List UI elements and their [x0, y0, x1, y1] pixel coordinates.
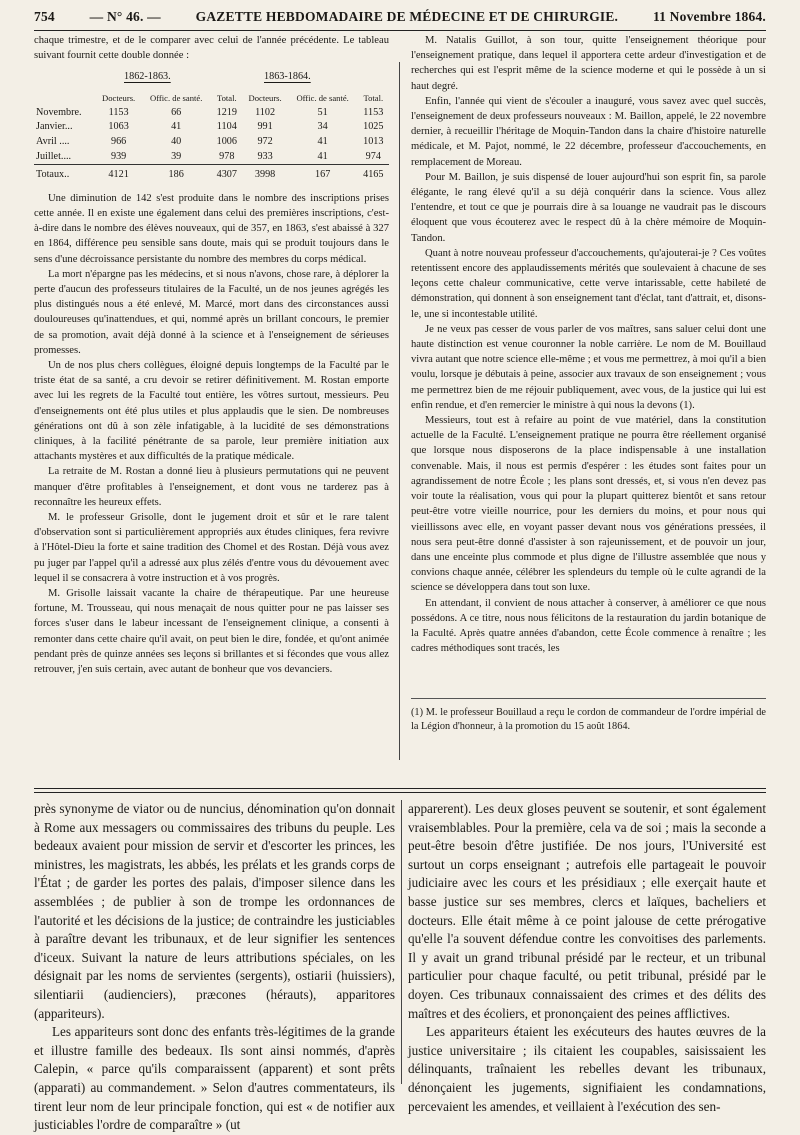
column-divider [399, 62, 400, 760]
table-cell: 34 [317, 121, 328, 133]
page-header [34, 6, 766, 28]
paragraph: Enfin, l'année qui vient de s'écouler a inauguré, vous savez avec quel succès, l'enseignement de deux professeurs nouveaux : M. Baillon, appelé, le 22 novembre dernier, à recueillir l'héritage de Moquin-Tandon dans la chaire d'histoire naturelle médicale, et M. Pajot, nommé, le 22 décembre, professeur d'accouchements, en remplacement de Moreau. [411, 95, 766, 168]
table-cell: 1025 [363, 121, 384, 133]
table-cell: 966 [110, 136, 127, 147]
intro-paragraph: chaque trimestre, et de le comparer avec celui de l'année précédente. Le tableau suivant fournit cette double donnée : [34, 35, 389, 62]
paragraph: En attendant, il convient de nous attacher à conserver, à améliorer ce que nous possédons. A ce titre, nous nous félicitons de la restauration du jardin botanique de la Faculté. Après quatre années d'abandon, cette École commence à renaître ; les cadres méthodiques sont tracés, les [411, 597, 766, 655]
enrollment-table [34, 91, 389, 183]
lower-right-column [408, 800, 766, 1116]
table-cell: 1219 [216, 106, 237, 118]
header-cell: Total. [216, 92, 237, 103]
footnote-rule [411, 698, 766, 699]
table-cell: 1153 [363, 106, 384, 118]
table-years [34, 69, 389, 84]
table-cell: 1063 [108, 121, 129, 133]
table-cell: 66 [171, 106, 182, 118]
paragraph: M. le professeur Grisolle, dont le jugement droit et sûr et le rare talent d'observation sont si particulièrement appropriés aux études cliniques, fera revivre à l'Hôtel-Dieu la forte et saine tradition des Chomel et des Rostan. Déjà vous avez pu juger par l'appel qu'il a adressé aux plus zélés d'entre vous du dévouement avec lequel il se consacrera à votre instruction et à vos progrès. [34, 512, 389, 584]
paragraph: Un de nos plus chers collègues, éloigné depuis longtemps de la Faculté par le triste état de sa santé, a cru devoir se retirer définitivement. M. Rostan emporte avec lui les regrets de la Faculté tout entière, les vôtres surtout, messieurs. Peu d'enseignements ont été plus utiles et plus applaudis que le sien. De nombreuses générations ont dû à son zèle infatigable, à la lucidité de ses démonstrations cliniques, à la facilité pénétrante de sa parole, leur première initiation aux attachants mystères et aux difficultés de la pratique médicale. [34, 360, 389, 463]
table-cell: 1104 [216, 121, 237, 133]
header-cell: Offic. de santé. [150, 92, 203, 103]
paragraph: La retraite de M. Rostan a donné lieu à plusieurs permutations qui ne peuvent manquer d'être profitables à l'enseignement, et dont vous ne tarderez pas à reconnaître les heureux effets. [34, 466, 389, 508]
table-row [34, 106, 389, 121]
issue-date: 11 Novembre 1864. [652, 9, 766, 24]
table-row [34, 135, 389, 150]
table-cell: 41 [317, 150, 328, 162]
paragraph: Les appariteurs étaient les exécuteurs des hautes œuvres de la justice universitaire ; ils citaient les coupables, saisissaient les délinquants, traînaient les rebelles devant les tribunaux, dénonçaient les jugements, signifiaient les condamnations, percevaient les amendes, et veillaient à l'exécution des sen- [408, 1024, 766, 1114]
row-label: Novembre. [36, 106, 82, 118]
table-cell: 1102 [255, 106, 276, 118]
header-cell [34, 91, 96, 106]
issue-number: — N° 46. — [89, 9, 161, 24]
paragraph: Quant à notre nouveau professeur d'accouchements, qu'ajouterai-je ? Ces voûtes retentissent encore des applaudissements mérités que soulevaient à chacune de ses leçons cette chaleur communicative, cette verve intarissable, cette habileté de démonstration, qui donnent à son enseignement tant d'éclat, tant d'attrait, et, disons-le, une si incontestable utilité. [411, 247, 766, 320]
table-cell: 1013 [363, 136, 384, 147]
table-cell: 39 [171, 150, 182, 162]
table-cell: 41 [171, 121, 182, 133]
table-cell: 972 [257, 136, 273, 147]
table-cell: 939 [110, 150, 127, 162]
table-cell: 978 [219, 150, 235, 162]
lower-left-column [34, 800, 395, 1135]
upper-right-column [411, 33, 766, 656]
table-total-row [34, 165, 389, 183]
section-rule-top [34, 788, 766, 789]
upper-left-column [34, 33, 389, 677]
table-row [34, 150, 389, 165]
row-label: Totaux.. [34, 165, 96, 183]
table-header-row [34, 91, 389, 106]
page-number: 754 [34, 9, 55, 24]
lower-column-divider [401, 800, 402, 1084]
footnote: (1) M. le professeur Bouillaud a reçu le cordon de commandeur de l'ordre impérial de la Légion d'honneur, à la promotion du 15 août 1864. [411, 707, 766, 733]
table-cell: 186 [141, 165, 211, 183]
journal-title: GAZETTE HEBDOMADAIRE DE MÉDECINE ET DE CHIRURGIE. [195, 9, 619, 24]
table-cell: 4121 [96, 165, 141, 183]
paragraph: Pour M. Baillon, je suis dispensé de louer aujourd'hui son esprit fin, sa parole élégante, le rang élevé qu'il a su déjà conquérir dans la science. Vous allez l'entendre, et tout ce que je pourrais dire à sa louange ne vaudrait pas le discours éloquent que vous écouterez avec le respect dû à la chère mémoire de Moquin-Tandon. [411, 171, 766, 244]
paragraph: M. Natalis Guillot, à son tour, quitte l'enseignement théorique pour l'enseignement pratique, dans lequel il apportera cette ardeur d'investigation et de recherches qui est l'esprit même de la science moderne et qui le possède à un si haut degré. [411, 35, 766, 92]
row-label: Janvier... [36, 121, 73, 133]
paragraph: Je ne veux pas cesser de vous parler de vos maîtres, sans saluer celui dont une haute distinction est venue couronner la noble carrière. Le nom de M. Bouillaud vivra autant que notre science elle-même ; et vous me permettrez, à moi qu'il a bien voulu, lorsque je débutais à peine, associer aux travaux de son enseignement ; vous me permettrez bien de me réjouir publiquement, avec vous, de la justice qui lui est enfin rendue, et d'en remercier le ministre à qui nous la devons (1). [411, 323, 766, 411]
paragraph: près synonyme de viator ou de nuncius, dénomination qu'on donnait à Rome aux messagers ou commissaires des tribuns du peuple. Les bedeaux avaient pour mission de servir et d'escorter les princes, les ministres, les magistrats, les abbés, les prélats et les grands corps de l'État ; de garder les portes des palais, d'imposer silence dans les assemblées ; de publier à son de trompe les ordonnances de l'autorité et les décisions de la justice; de contraindre les justiciables à paraître devant les tribunaux, et de leur signifier les sentences d'iceux. Suivant la nature de leurs attributions spéciales, on les désignait par les noms de servientes (sergents), ostiarii (huissiers), silentiarii (audienciers), præcones (hérauts), apparitores (appariteurs). [34, 801, 395, 1021]
row-label: Avril .... [36, 136, 70, 147]
table-cell: 974 [365, 150, 381, 162]
table-cell: 1006 [216, 136, 237, 147]
table-row [34, 120, 389, 135]
paragraph: La mort n'épargne pas les médecins, et si nous n'avons, chose rare, à déplorer la perte d'aucun des professeurs titulaires de la Faculté, un de nos jeunes agrégés les plus distingués nous a été enlevé, M. Marcé, mort dans des circonstances aussi douloureuses qu'inattendues, et qui, nommé après un brillant concours, le premier de sa promotion, avait déjà donné à la science et à l'enseignement de sérieuses promesses. [34, 268, 389, 356]
table-cell: 41 [317, 136, 328, 147]
header-cell: Docteurs. [248, 92, 282, 103]
table-cell: 4307 [211, 165, 242, 183]
paragraph: Les appariteurs sont donc des enfants très-légitimes de la grande et illustre famille des bedeaux. Ils sont ainsi nommés, d'après Calepin, « parce qu'ils comparaissent (apparent) et sont prêts (apparati) au commandement. » Selon d'autres commentateurs, ils tirent leur nom de leur principale fonction, qui est « de notifier aux justiciables l'ordre de comparaître » (ut [34, 1024, 395, 1133]
paragraph: Une diminution de 142 s'est produite dans le nombre des inscriptions prises cette année. Il en existe une également dans celui des premières inscriptions, c'est-à-dire dans le nombre des élèves nouveaux, qui de 357, en 1863, s'est abaissé à 327 en 1864, différence peu sensible sans doute, mais qui se produit toujours dans le sens d'une décroissance persistante du nombre des membres du corps médical. [34, 192, 389, 265]
paragraph: Messieurs, tout est à refaire au point de vue matériel, dans la constitution actuelle de la Faculté. L'enseignement pratique ne pourra être réellement organisé que lorsque nous disposerons de la place indispensable à une installation convenable. Mais, il nous est permis d'espérer : les études sont faites pour un agrandissement de notre École ; les plans sont dressés, et, si vous n'en devez pas voir toute la réalisation, vous qui pour la plupart quitterez bientôt et sans retour peut-être votre vieille nourrice, pour les derniers du moins, et pour nous qui vieillissons avec elle, en voyant passer devant nous vos générations pressées, il nous sera peut-être donné d'assister à son rajeunissement, et de pouvoir un jour, dans une enceinte plus commode et plus digne de l'illustre assemblée que nous y convions chaque année, célébrer les splendeurs du temple où le culte agrandi de la science se développera dans tout son luxe. [411, 415, 766, 594]
table-cell: 933 [257, 150, 273, 162]
table-cell: 40 [171, 136, 182, 147]
table-cell: 51 [317, 106, 328, 118]
header-cell: Offic. de santé. [296, 92, 349, 103]
table-cell: 3998 [242, 165, 287, 183]
table-cell: 4165 [358, 165, 389, 183]
table-cell: 991 [257, 121, 273, 133]
enrollment-table-block [34, 69, 389, 182]
table-cell: 167 [288, 165, 358, 183]
paragraph: M. Grisolle laissait vacante la chaire de thérapeutique. Par une heureuse fortune, M. Trousseau, qui nous menaçait de nous quitter pour ne pas laisser ses forces s'user dans le labeur incessant de l'enseignement clinique, a consenti à remonter dans cette chaire qu'il avait, on peut bien le dire, fondée, et qu'ont animée pendant près de quinze années ses leçons si brillantes et si fécondes que vous allez retrouver, j'en suis certain, avec autant de bonheur que vos devanciers. [34, 588, 389, 676]
header-rule [34, 30, 766, 31]
year-1863-1864: 1863-1864. [264, 71, 311, 83]
paragraph: apparerent). Les deux gloses peuvent se soutenir, et sont également vraisemblables. Pour la première, cela va de soi ; mais la seconde a peut-être besoin d'être justifiée. De nos jours, l'Université est surtout un corps enseignant ; autrefois elle partageait le pouvoir judiciaire avec les cours et les présidiaux ; elle exerçait haute et basse justice sur ses membres, clercs et laïques, bacheliers et docteurs. Elle était même à ce point jalouse de cette prérogative qu'elle l'a souvent défendue contre les convoitises des parlements. Il y avait un grand tribunal présidé par le recteur, et un tribunal particulier pour chaque faculté, ou petit tribunal, présidé par le doyen. Ces tribunaux connaissaient des crimes et des délits des maîtres et des écoliers, et prononçaient des peines afflictives. [408, 801, 766, 1021]
header-cell: Docteurs. [102, 92, 136, 103]
section-rule-bottom [34, 792, 766, 793]
year-1862-1863: 1862-1863. [124, 71, 171, 83]
row-label: Juillet.... [36, 150, 72, 162]
header-cell: Total. [363, 92, 384, 103]
table-cell: 1153 [108, 106, 129, 118]
